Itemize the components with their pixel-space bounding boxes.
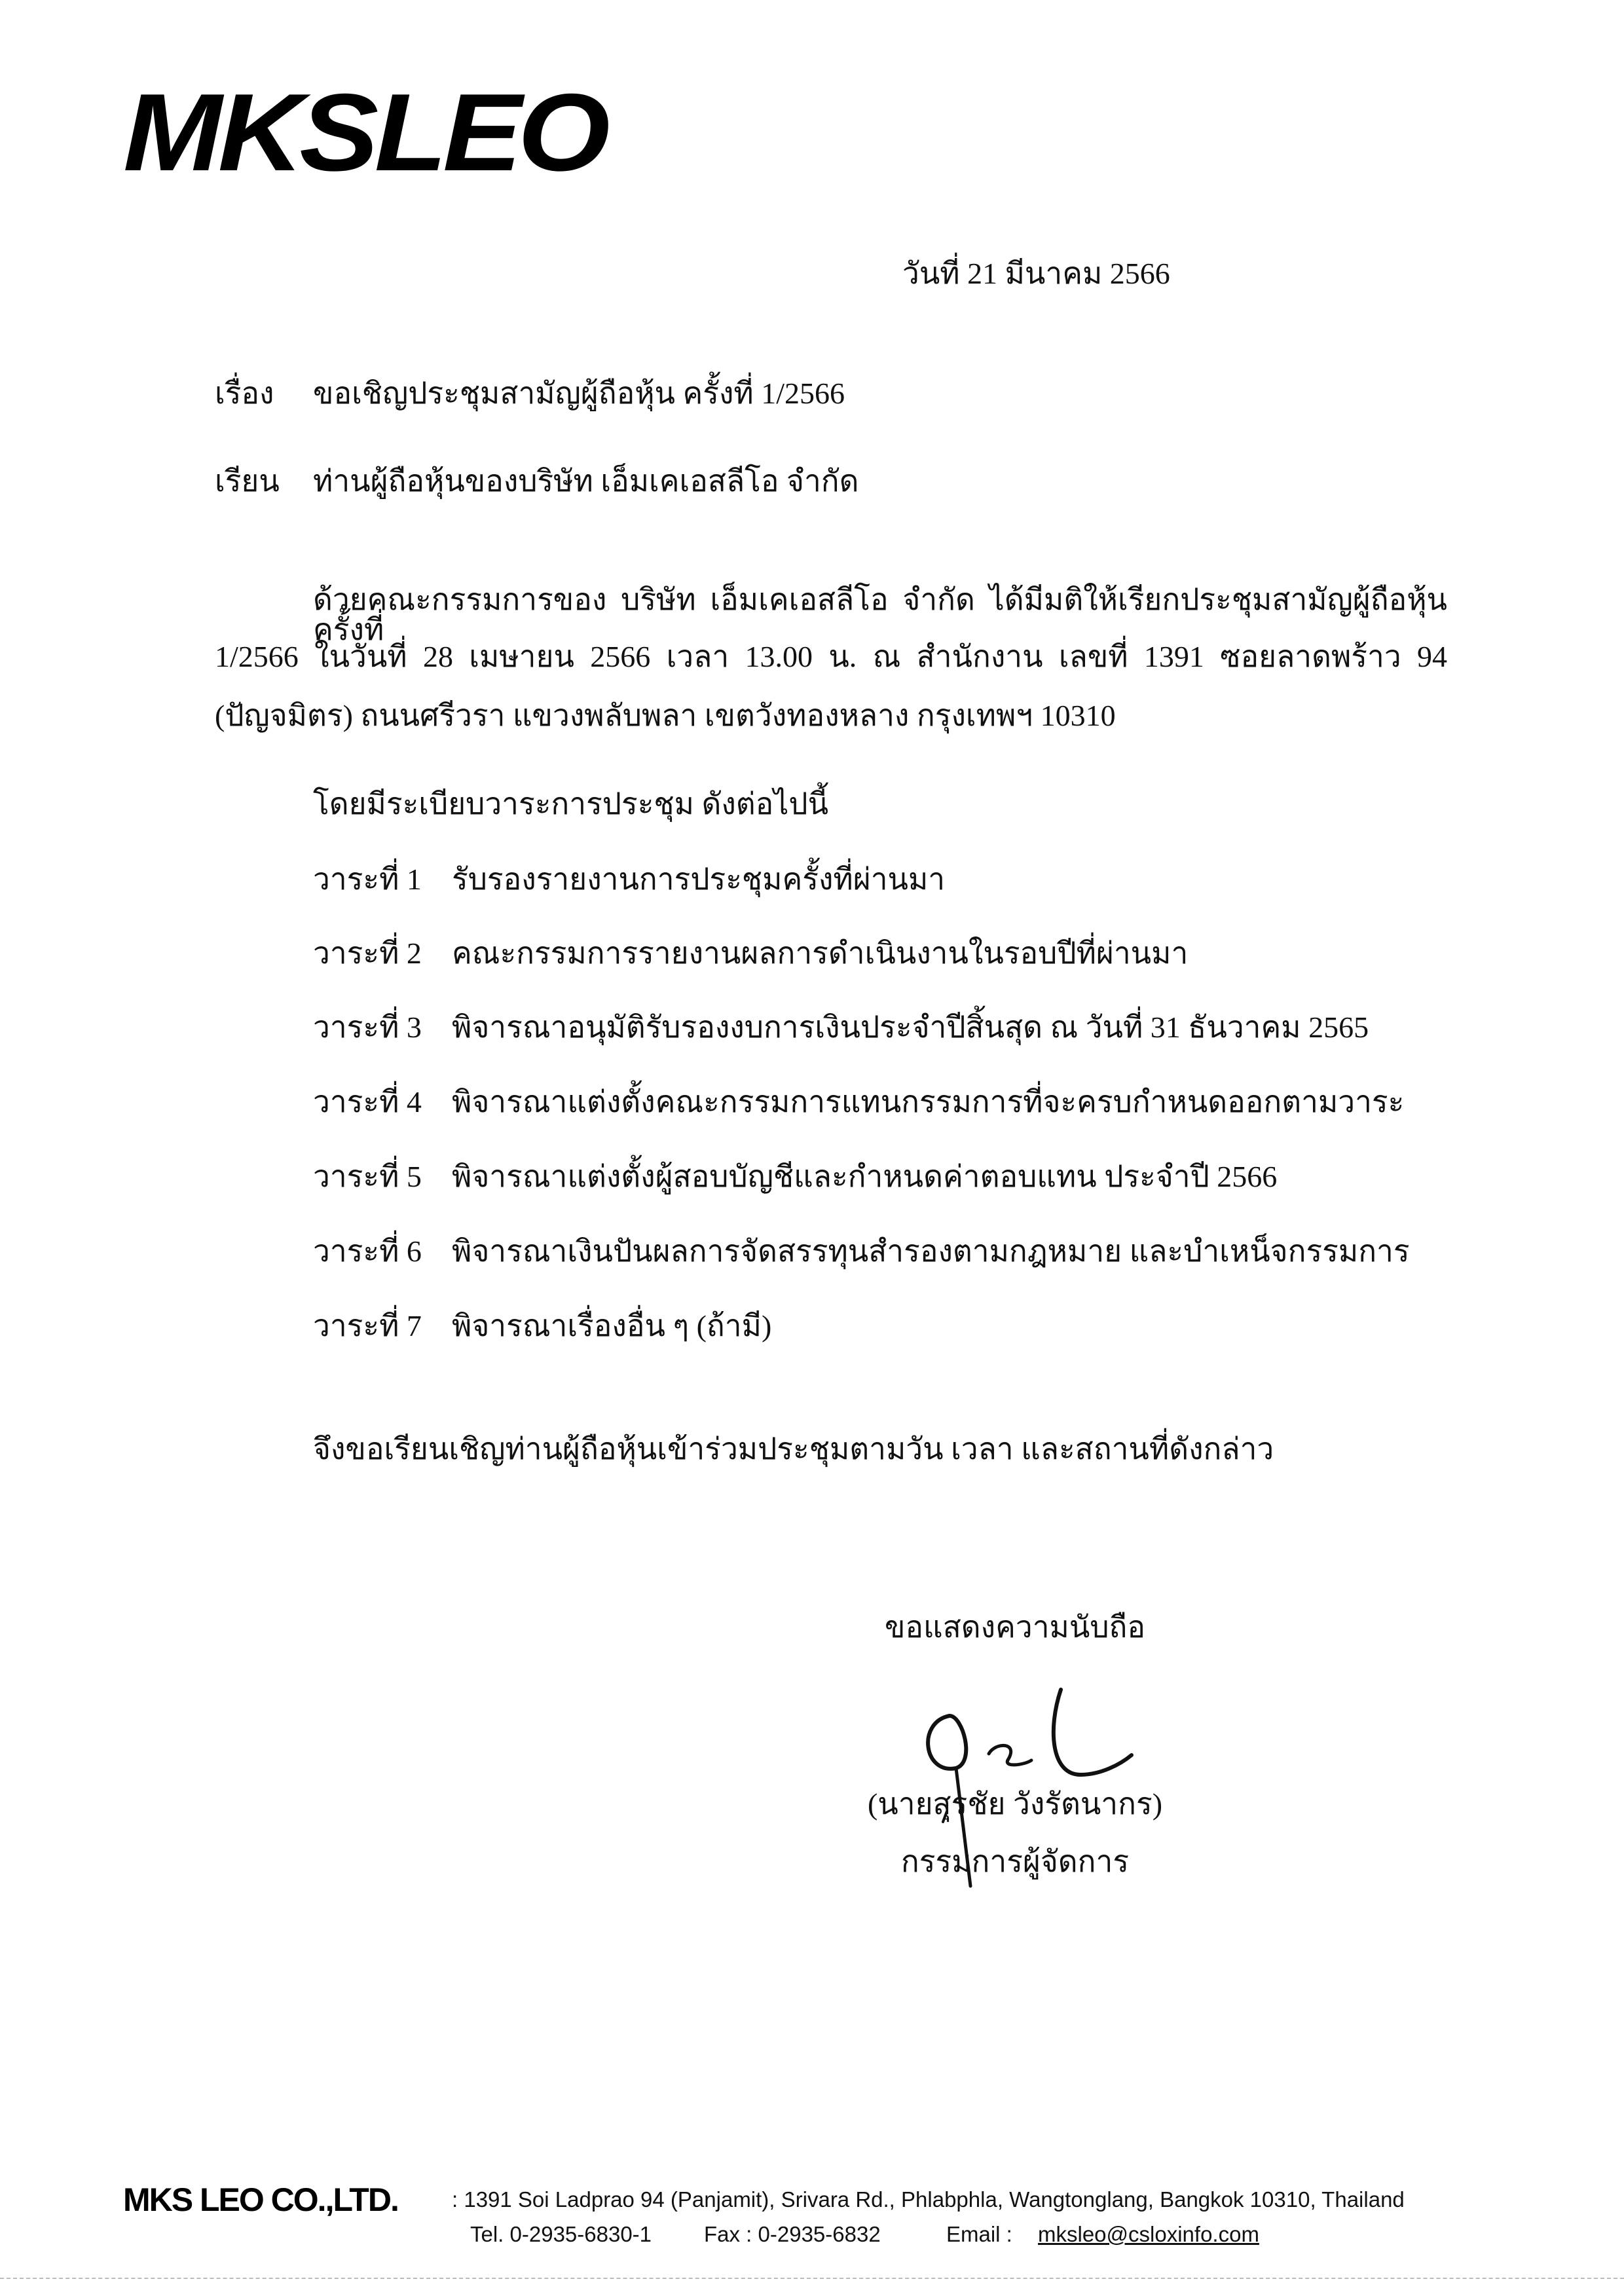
agenda-item-7-number: วาระที่ 7 [313,1309,422,1342]
intro-line-1: ด้วยคณะกรรมการของ บริษัท เอ็มเคเอสลีโอ จำกัด ได้มีมติให้เรียกประชุมสามัญผู้ถือหุ้น ครั้งที่ [313,583,1447,646]
agenda-item-3-text: พิจารณาอนุมัติรับรองงบการเงินประจำปีสิ้นสุด ณ วันที่ 31 ธันวาคม 2565 [452,1010,1369,1044]
signatory-title: กรรมการผู้จัดการ [900,1845,1130,1878]
agenda-item-6-text: พิจารณาเงินปันผลการจัดสรรทุนสำรองตามกฎหมาย และบำเหน็จกรรมการ [452,1234,1410,1268]
agenda-item-1-text: รับรองรายงานการประชุมครั้งที่ผ่านมา [452,862,946,896]
intro-line-3: (ปัญจมิตร) ถนนศรีวรา แขวงพลับพลา เขตวังทองหลาง กรุงเทพฯ 10310 [215,699,1116,732]
agenda-item-3-number: วาระที่ 3 [313,1010,422,1044]
footer-address: : 1391 Soi Ladprao 94 (Panjamit), Srivara Rd., Phlabphla, Wangtonglang, Bangkok 10310, Thailand [452,2187,1405,2212]
subject-label: เรื่อง [215,377,274,410]
footer-company-name: MKS LEO CO.,LTD. [123,2181,398,2218]
agenda-item-4-text: พิจารณาแต่งตั้งคณะกรรมการแทนกรรมการที่จะครบกำหนดออกตามวาระ [452,1085,1405,1119]
letter-date: วันที่ 21 มีนาคม 2566 [902,257,1170,290]
agenda-item-1-number: วาระที่ 1 [313,862,422,896]
agenda-item-4-number: วาระที่ 4 [313,1085,422,1119]
subject-text: ขอเชิญประชุมสามัญผู้ถือหุ้น ครั้งที่ 1/2566 [313,377,845,410]
agenda-item-6-number: วาระที่ 6 [313,1234,422,1268]
agenda-item-5-number: วาระที่ 5 [313,1160,422,1193]
addressee-text: ท่านผู้ถือหุ้นของบริษัท เอ็มเคเอสลีโอ จำกัด [313,464,859,498]
closing-text: จึงขอเรียนเชิญท่านผู้ถือหุ้นเข้าร่วมประชุมตามวัน เวลา และสถานที่ดังกล่าว [313,1432,1274,1466]
signatory-name: (นายสุรชัย วังรัตนากร) [867,1787,1163,1821]
agenda-item-2-text: คณะกรรมการรายงานผลการดำเนินงานในรอบปีที่ผ่านมา [452,936,1189,970]
footer-email-label: Email : [946,2222,1012,2246]
agenda-item-2-number: วาระที่ 2 [313,936,422,970]
footer-fax: Fax : 0-2935-6832 [704,2222,881,2246]
addressee-label: เรียน [215,464,280,498]
footer-email-link[interactable]: mksleo@csloxinfo.com [1038,2222,1259,2246]
footer-tel: Tel. 0-2935-6830-1 [470,2222,652,2246]
page-bottom-rule [0,2278,1624,2279]
intro-line-2: 1/2566 ในวันที่ 28 เมษายน 2566 เวลา 13.00 น. ณ สำนักงาน เลขที่ 1391 ซอยลาดพร้าว 94 [215,640,1447,673]
signature-salutation: ขอแสดงความนับถือ [884,1610,1145,1644]
agenda-intro: โดยมีระเบียบวาระการประชุม ดังต่อไปนี้ [313,787,829,821]
company-logo: MKSLEO [123,71,606,194]
agenda-item-5-text: พิจารณาแต่งตั้งผู้สอบบัญชีและกำหนดค่าตอบแทน ประจำปี 2566 [452,1160,1278,1193]
agenda-item-7-text: พิจารณาเรื่องอื่น ๆ (ถ้ามี) [452,1309,772,1342]
